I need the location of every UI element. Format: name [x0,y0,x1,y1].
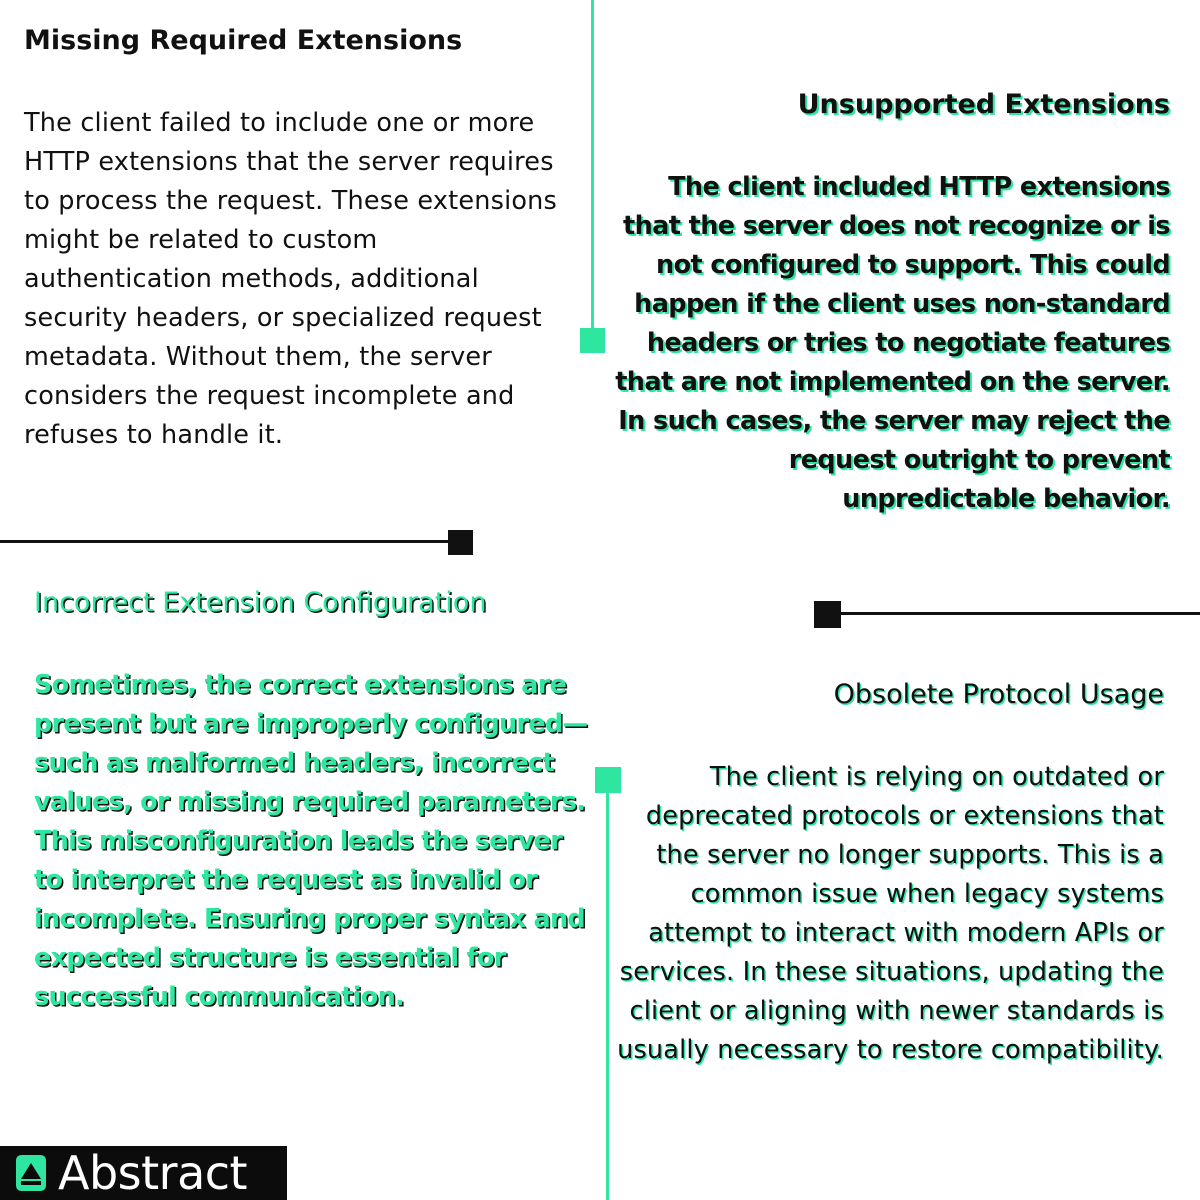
section-body: The client included HTTP extensions that the server does not recognize or is not configured to support. This could happen if the client uses non-standard headers or tries to negotiate features that are not implemented on the server. In such cases, the server may reject the request outright to prevent unpredictable behavior. [615,172,1170,514]
section-title: Missing Required Extensions [24,25,463,56]
right-horizontal-divider [838,612,1200,615]
section-title: Obsolete Protocol Usage [833,679,1164,710]
left-horizontal-divider [0,540,450,543]
section-incorrect-extension-configuration [34,586,594,1017]
brand-logo [0,1146,287,1200]
section-title: Incorrect Extension Configuration [34,587,487,618]
section-body: Sometimes, the correct extensions are present but are improperly configured—such as malformed headers, incorrect values, or missing required parameters. This misconfiguration leads the server to interpret the request as invalid or incomplete. Ensuring proper syntax and expected structure is essential for successful communication. [34,670,588,1012]
section-unsupported-extensions [610,88,1170,519]
section-body: The client failed to include one or more HTTP extensions that the server requires to process the request. These extensions might be related to custom authentication methods, additional security headers, or specialized request metadata. Without them, the server considers the request incomplete and refuses to handle it. [24,108,558,450]
top-vertical-divider [591,0,594,330]
section-title: Unsupported Extensions [797,89,1170,120]
abstract-logo-icon [16,1155,46,1191]
green-square-marker-top [580,328,605,353]
section-missing-required-extensions [24,24,569,455]
section-body: The client is relying on outdated or deprecated protocols or extensions that the server no longer supports. This is a common issue when legacy systems attempt to interact with modern APIs or services. In these situations, updating the client or aligning with newer standards is usually necessary to restore compatibility. [617,762,1164,1065]
brand-name: Abstract [58,1146,248,1200]
section-obsolete-protocol-usage [604,678,1164,1070]
black-square-marker-right [814,601,841,628]
black-square-marker-left [448,530,473,555]
